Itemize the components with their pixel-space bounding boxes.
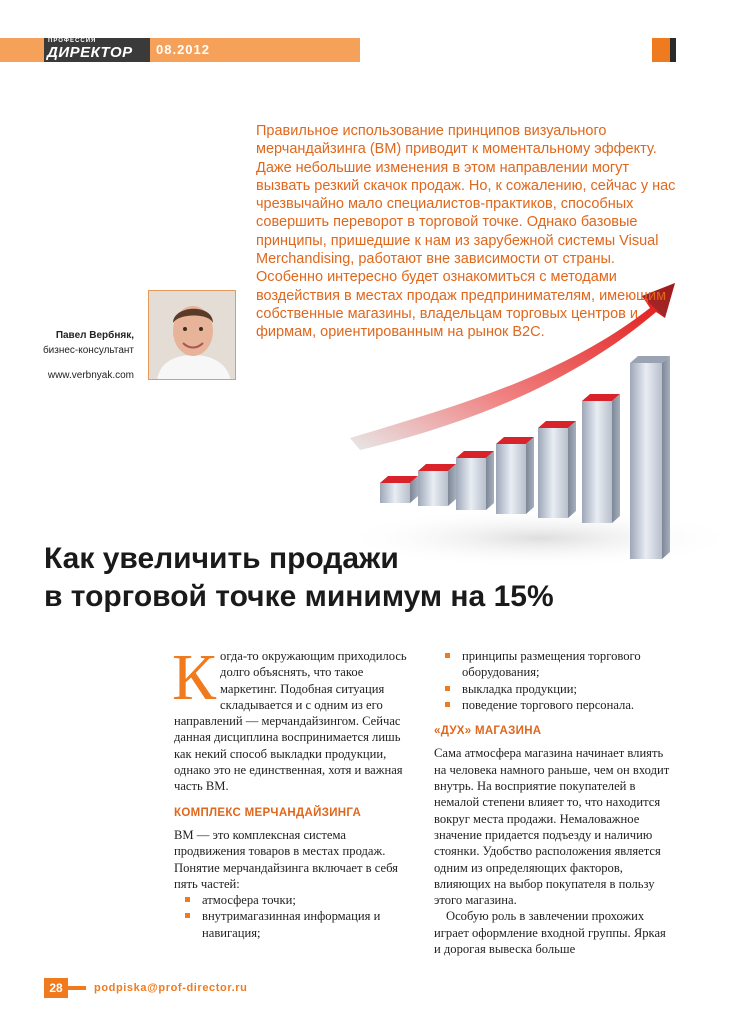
list-item: внутримагазинная информация и навигация; [174, 908, 414, 941]
section1-paragraph: ВМ — это комплексная система продвижения товаров в местах продаж. Понятие мерчандайзинга включает в себя пять частей: [174, 827, 398, 891]
author-role: бизнес-консультант [42, 345, 134, 356]
intro-paragraph [172, 641, 414, 795]
section2-paragraph-2: Особую роль в завлечении прохожих играет оформление входной группы. Яркая и дорогая вывеска больше [434, 909, 666, 957]
corner-accent-dark [670, 38, 676, 62]
parts-list-col2 [434, 648, 672, 713]
parts-list-col1 [174, 892, 414, 941]
logo-small-text: ПРОФЕССИЯ [48, 38, 97, 44]
title-line-1: Как увеличить продажи [44, 542, 399, 575]
lead-paragraph [256, 122, 676, 342]
article-column-2 [434, 648, 672, 957]
article-column-1 [172, 641, 414, 941]
section-heading-merchandising: КОМПЛЕКС МЕРЧАНДАЙЗИНГА [174, 806, 362, 819]
page-number: 28 [44, 978, 68, 998]
list-item: поведение торгового персонала. [434, 697, 672, 713]
list-item: выкладка продукции; [434, 681, 672, 697]
list-item: принципы размещения торгового оборудования; [434, 648, 672, 681]
section2-paragraph-1: Сама атмосфера магазина начинает влиять на человека намного раньше, чем он входит внутрь. На восприятие покупателей в немалой степени влияет то, что находится вокруг места продажи. Немаловажное значение придается подъезду и наличию стоянки. Удобство расположения является одним из определяющих факторов, влияющих на выбор покупателя в пользу этого магазина. [434, 746, 670, 908]
drop-cap: К [172, 641, 217, 714]
portrait-icon [149, 291, 236, 380]
author-photo [148, 290, 236, 380]
magazine-logo [44, 38, 150, 62]
intro-text: огда-то окружающим приходилось долго объяснять, что такое маркетинг. Подобная ситуация складывается и с одним из его направлений — мерчандайзингом. Сейчас данная дисциплина воспринимается лишь как некий способ выкладки продукции, однако это не единственная, хотя и важная часть ВМ. [174, 649, 407, 794]
subscription-email-link[interactable]: podpiska@prof-director.ru [94, 982, 248, 994]
section-heading-store-spirit: «ДУХ» МАГАЗИНА [434, 725, 542, 738]
footer-accent [68, 986, 86, 990]
author-name: Павел Вербняк, [55, 330, 134, 341]
author-website: www.verbnyak.com [47, 370, 134, 381]
list-item: атмосфера точки; [174, 892, 414, 908]
article-title [44, 540, 724, 616]
corner-accent [652, 38, 670, 62]
lead-text: Правильное использование принципов визуального мерчандайзинга (ВМ) приводит к моментальному эффекту. Даже небольшие изменения в этом направлении могут вызвать резкий скачок продаж. Но, к сожалению, сейчас у нас чрезвычайно мало специалистов-практиков, способных совершить переворот в торговой точке. Однако базовые принципы, пришедшие к нам из зарубежной системы Visual Merchandising, работают вне зависимости от страны. Особенно интересно будет ознакомиться с методами воздействия в местах продаж предпринимателям, имеющим собственные магазины, владельцам торговых центров и фирмам, ориентированным на рынок B2C. [256, 123, 676, 341]
title-line-2: в торговой точке минимум на 15% [44, 580, 554, 613]
logo-main-text: ДИРЕКТОР [47, 44, 133, 61]
issue-date: 08.2012 [156, 42, 210, 57]
